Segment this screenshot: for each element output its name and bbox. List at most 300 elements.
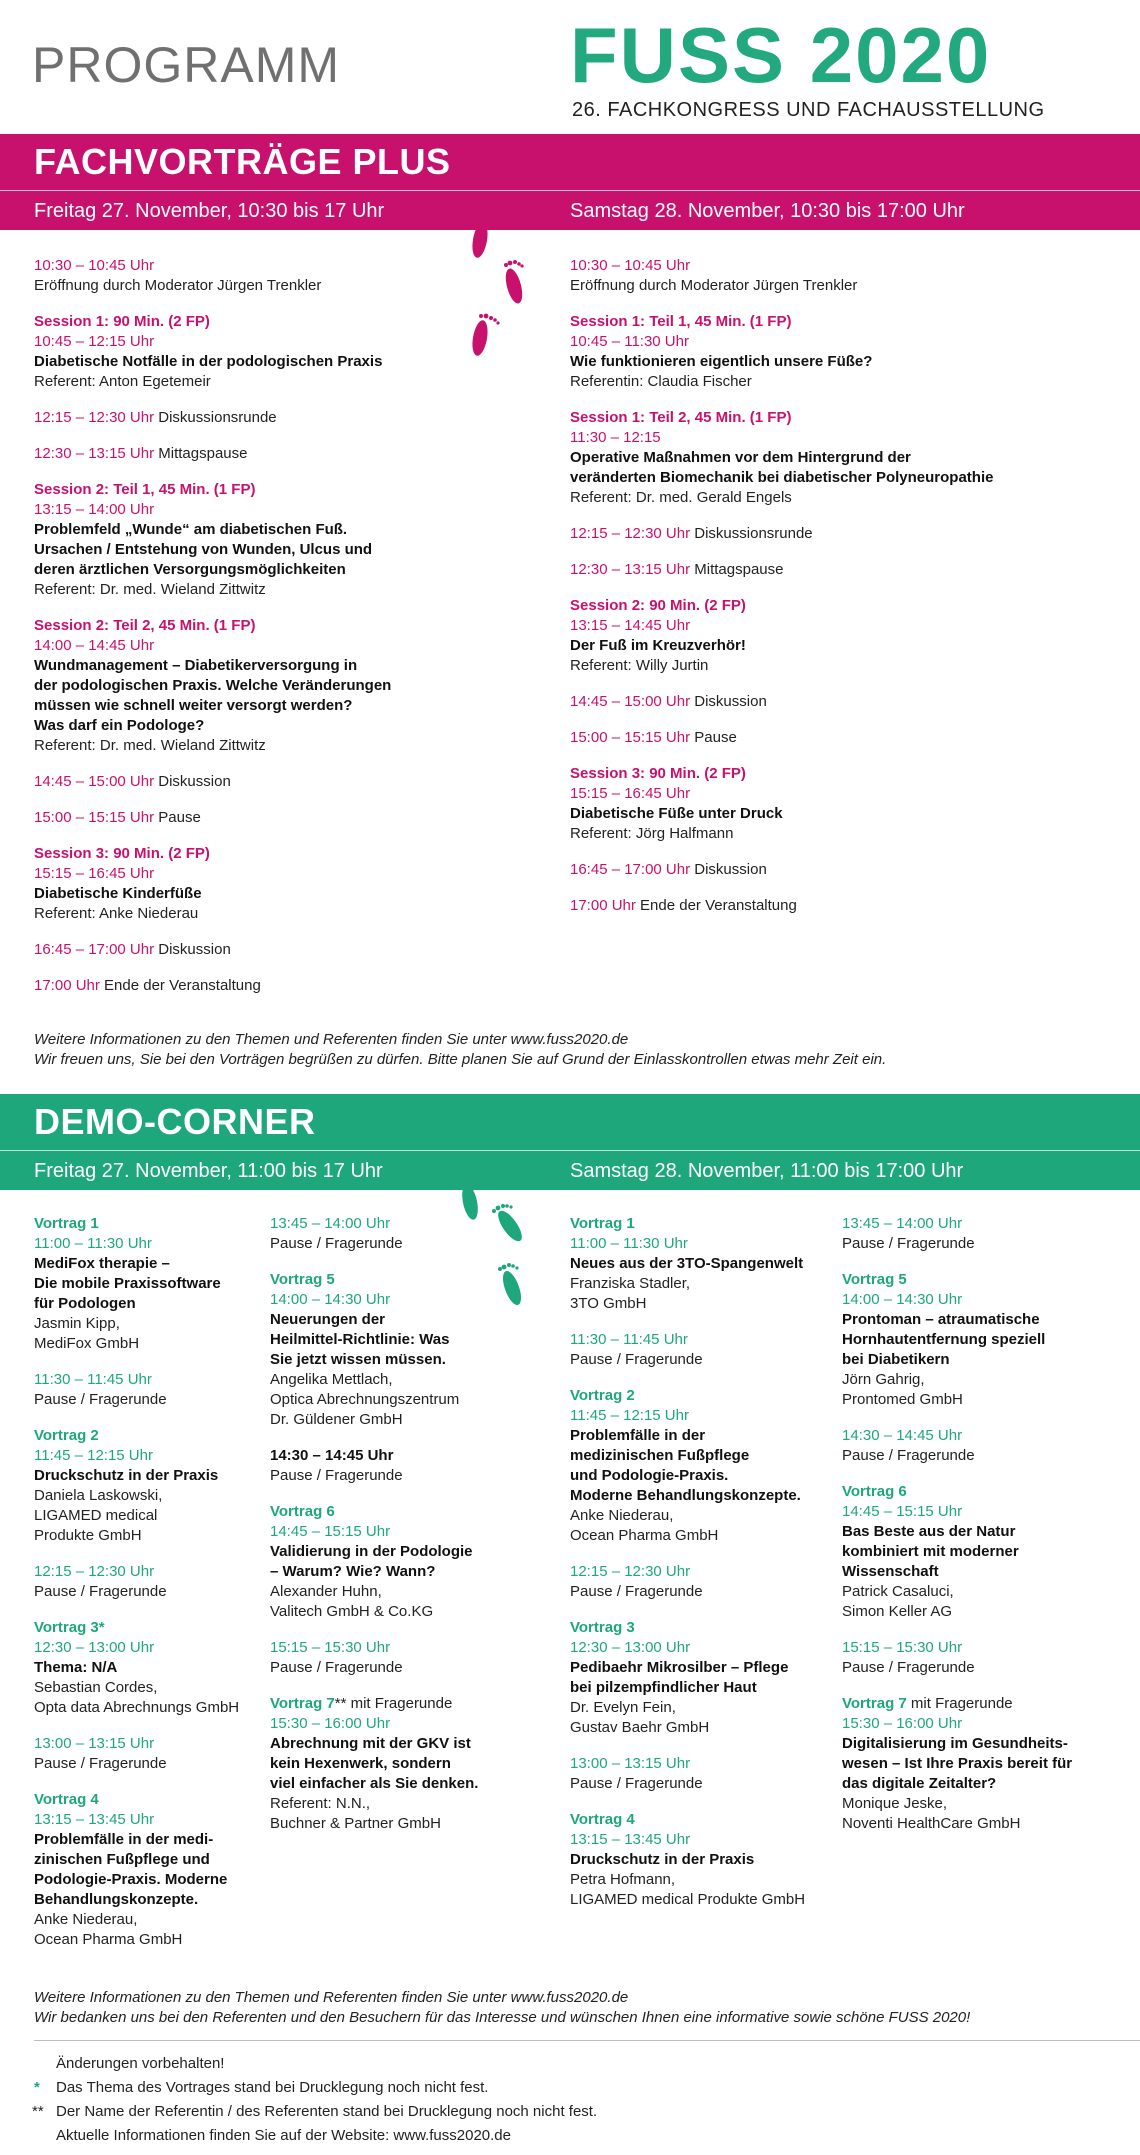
talk-description-line: Buchner & Partner GmbH [270,1815,441,1832]
talk-description-line: Anke Niederau, [570,1507,674,1524]
time-label: 12:15 – 12:30 Uhr [570,525,691,542]
talk-description-line: Opta data Abrechnungs GmbH [34,1699,240,1716]
talk-title: Diabetische Notfälle in der podologischen Praxis [34,353,383,370]
session-label [34,1214,264,1234]
time-activity: Mittagspause [158,445,248,462]
talk-description-line: Ocean Pharma GmbH [570,1527,719,1544]
demo-note [34,1988,970,2028]
talk-description-line: 3TO GmbH [570,1295,647,1312]
session-label [842,1270,1122,1290]
time-label: 11:00 – 11:30 Uhr [570,1235,688,1252]
divider [34,2040,1140,2041]
program-item [34,1618,264,1718]
demo-saturday-column-1 [570,1214,840,1926]
note-line: Weitere Informationen zu den Themen und Referenten finden Sie unter www.fuss2020.de [34,1031,629,1048]
time-label: 14:45 – 15:00 Uhr [34,773,155,790]
session-name: Vortrag 5 [842,1271,907,1288]
demo-corner-title: DEMO-CORNER [34,1101,316,1142]
fachvortraege-banner [0,134,1140,230]
talk-title-line: Prontoman – atraumatische [842,1311,1040,1328]
program-item [842,1270,1122,1410]
program-item [270,1214,560,1254]
talk-description: Pause / Fragerunde [570,1583,703,1600]
demo-friday-column-2 [270,1214,560,1850]
talk-title [570,1658,840,1698]
time-label: 12:30 – 13:00 Uhr [570,1639,691,1656]
session-label [270,1502,560,1522]
time-label: 14:45 – 15:15 Uhr [842,1503,963,1520]
program-item [570,764,1110,844]
talk-title-line: zinischen Fußpflege und [34,1851,210,1868]
footnote-website [34,2124,597,2148]
program-item [842,1694,1122,1834]
program-item [34,976,554,996]
talk-title-line: MediFox therapie – [34,1255,170,1272]
talk-description-line: Dr. Güldener GmbH [270,1411,403,1428]
session-name: Session 1: Teil 1, 45 Min. (1 FP) [570,313,792,330]
talk-description: Pause / Fragerunde [570,1775,703,1792]
note-line: Wir freuen uns, Sie bei den Vorträgen begrüßen zu dürfen. Bitte planen Sie auf Grund der Einlasskontrollen etwas mehr Zeit ein. [34,1051,887,1068]
talk-title-line: für Podologen [34,1295,136,1312]
time-row [570,896,1110,916]
talk-description [34,1910,264,1950]
talk-description-line: Produkte GmbH [34,1527,142,1544]
time-label: 14:45 – 15:15 Uhr [270,1523,391,1540]
time-label: 14:00 – 14:45 Uhr [34,637,155,654]
talk-description-line: Franziska Stadler, [570,1275,691,1292]
program-item [570,408,1110,508]
talk-description [34,1678,264,1718]
time-label: 16:45 – 17:00 Uhr [34,941,155,958]
talk-title-line: Problemfeld „Wunde“ am diabetischen Fuß. [34,521,348,538]
time-label: 13:15 – 14:00 Uhr [34,501,155,518]
talk-title: Wie funktionieren eigentlich unsere Füße? [570,353,873,370]
time-label: 12:30 – 13:15 Uhr [34,445,155,462]
time-label: 15:15 – 15:30 Uhr [842,1639,963,1656]
talk-title-line: Neuerungen der [270,1311,386,1328]
time-label: 10:45 – 12:15 Uhr [34,333,155,350]
talk-description-line: Petra Hofmann, [570,1871,676,1888]
talk-description [270,1582,560,1622]
time-label: 14:30 – 14:45 Uhr [842,1427,963,1444]
time-row [570,524,1110,544]
time-label: 15:00 – 15:15 Uhr [570,729,691,746]
talk-description: Referentin: Claudia Fischer [570,373,752,390]
time-row [34,976,554,996]
talk-description [570,1698,840,1738]
talk-title [270,1542,560,1582]
talk-title: Thema: N/A [34,1659,118,1676]
demo-saturday-column-2 [842,1214,1122,1850]
talk-title-line: und Podologie-Praxis. [570,1467,729,1484]
session-label [570,1810,840,1830]
talk-title-line: Abrechnung mit der GKV ist [270,1735,471,1752]
session-name: Vortrag 4 [34,1791,99,1808]
session-name: Session 2: Teil 1, 45 Min. (1 FP) [34,481,256,498]
event-subtitle: 26. FACHKONGRESS UND FACHAUSSTELLUNG [572,99,1045,121]
talk-description [570,1274,840,1314]
program-item [842,1638,1122,1678]
talk-title-line: kein Hexenwerk, sondern [270,1755,451,1772]
session-name: Session 1: Teil 2, 45 Min. (1 FP) [570,409,792,426]
note-line: Wir bedanken uns bei den Referenten und den Besuchern für das Interesse und wünschen Ihnen eine informative sowie schöne FUSS 2020! [34,2009,971,2026]
talk-title-line: Validierung in der Podologie [270,1543,473,1560]
talk-title-line: bei Diabetikern [842,1351,950,1368]
talk-description-line: Monique Jeske, [842,1795,948,1812]
session-label [34,616,554,636]
time-label: 14:00 – 14:30 Uhr [270,1291,391,1308]
time-label: 11:30 – 11:45 Uhr [34,1371,152,1388]
time-label: 15:00 – 15:15 Uhr [34,809,155,826]
time-row [34,444,554,464]
time-label: 15:30 – 16:00 Uhr [842,1715,963,1732]
program-item [34,444,554,464]
time-activity: Pause [694,729,737,746]
session-name: Vortrag 7 [270,1695,335,1712]
talk-title-line: viel einfacher als Sie denken. [270,1775,479,1792]
talk-description [270,1370,560,1430]
program-item [34,256,554,296]
talk-title: Druckschutz in der Praxis [34,1467,219,1484]
talk-description: Pause / Fragerunde [842,1235,975,1252]
talk-title [842,1310,1122,1370]
fachvortraege-friday-column [34,256,554,1012]
talk-title-line: Problemfälle in der medi- [34,1831,214,1848]
talk-title-line: veränderten Biomechanik bei diabetischer Polyneuropathie [570,469,994,486]
talk-title-line: Heilmittel-Richtlinie: Was [270,1331,450,1348]
session-name: Session 3: 90 Min. (2 FP) [34,845,210,862]
fachvortraege-day-headings [0,190,1140,230]
talk-title [34,1254,264,1314]
session-label [34,1426,264,1446]
talk-title-line: Sie jetzt wissen müssen. [270,1351,446,1368]
time-activity: Diskussion [694,693,767,710]
session-label [570,408,1110,428]
session-label [34,844,554,864]
session-label [34,1790,264,1810]
session-suffix: mit Fragerunde [906,1695,1013,1712]
talk-title [842,1734,1122,1794]
session-name: Vortrag 6 [270,1503,335,1520]
program-item [34,480,554,600]
session-label [570,1618,840,1638]
time-label: 13:45 – 14:00 Uhr [842,1215,963,1232]
time-activity: Diskussionsrunde [694,525,813,542]
fachvortraege-friday-heading: Freitag 27. November, 10:30 bis 17 Uhr [34,200,385,222]
time-label: 10:45 – 11:30 Uhr [570,333,689,350]
program-item [570,1330,840,1370]
talk-title-line: – Warum? Wie? Wann? [270,1563,436,1580]
talk-title: Neues aus der 3TO-Spangenwelt [570,1255,804,1272]
program-item [34,1426,264,1546]
time-activity: Diskussion [158,941,231,958]
talk-title-line: bei pilzempfindlicher Haut [570,1679,757,1696]
time-label: 15:30 – 16:00 Uhr [270,1715,391,1732]
program-item [34,940,554,960]
session-name: Session 2: 90 Min. (2 FP) [570,597,746,614]
time-activity: Diskussionsrunde [158,409,277,426]
session-label [570,764,1110,784]
footnote-changes [34,2052,597,2076]
talk-title-line: wesen – Ist Ihre Praxis bereit für [842,1755,1073,1772]
time-label: 11:00 – 11:30 Uhr [34,1235,152,1252]
talk-description [34,1486,264,1546]
talk-description: Eröffnung durch Moderator Jürgen Trenkler [570,277,858,294]
session-name: Vortrag 3 [570,1619,635,1636]
talk-description: Pause / Fragerunde [270,1659,403,1676]
footnotes [34,2052,597,2148]
program-item [570,860,1110,880]
time-label: 16:45 – 17:00 Uhr [570,861,691,878]
session-label [570,596,1110,616]
time-activity: Diskussion [694,861,767,878]
talk-description-line: Angelika Mettlach, [270,1371,393,1388]
session-label [34,312,554,332]
talk-title: 14:30 – 14:45 Uhr [270,1447,394,1464]
talk-description: Pause / Fragerunde [34,1583,167,1600]
talk-title: Diabetische Füße unter Druck [570,805,783,822]
talk-description: Referent: Willy Jurtin [570,657,709,674]
program-item [34,1370,264,1410]
talk-title-line: Moderne Behandlungskonzepte. [570,1487,801,1504]
talk-description: Eröffnung durch Moderator Jürgen Trenkler [34,277,322,294]
program-item [270,1694,560,1834]
talk-description-line: Valitech GmbH & Co.KG [270,1603,434,1620]
session-label [570,1386,840,1406]
fachvortraege-saturday-column [570,256,1110,932]
time-label: 13:00 – 13:15 Uhr [570,1755,691,1772]
program-item [34,1790,264,1950]
talk-title-line: Problemfälle in der [570,1427,706,1444]
talk-title-line: Wundmanagement – Diabetikerversorgung in [34,657,358,674]
time-activity: Pause [158,809,201,826]
talk-description: Referent: Dr. med. Wieland Zittwitz [34,737,266,754]
talk-title: Der Fuß im Kreuzverhör! [570,637,746,654]
time-label: 13:15 – 13:45 Uhr [34,1811,155,1828]
program-item [270,1270,560,1430]
time-activity: Ende der Veranstaltung [640,897,797,914]
program-item [570,1810,840,1910]
talk-description: Pause / Fragerunde [842,1659,975,1676]
session-name: Session 3: 90 Min. (2 FP) [570,765,746,782]
talk-title-line: müssen wie schnell weiter versorgt werden? [34,697,353,714]
program-item [34,408,554,428]
talk-description [842,1370,1122,1410]
time-row [34,408,554,428]
footnote-text: Aktuelle Informationen finden Sie auf der Website: www.fuss2020.de [56,2127,511,2144]
talk-description: Pause / Fragerunde [34,1391,167,1408]
talk-description [570,1506,840,1546]
talk-title-line: Digitalisierung im Gesundheits- [842,1735,1068,1752]
program-item [570,312,1110,392]
program-item [842,1482,1122,1622]
demo-friday-heading: Freitag 27. November, 11:00 bis 17 Uhr [34,1160,383,1182]
program-item [270,1638,560,1678]
program-item [270,1446,560,1486]
footnote-text: Änderungen vorbehalten! [56,2055,225,2072]
program-item [34,1214,264,1354]
talk-title-line: Operative Maßnahmen vor dem Hintergrund der [570,449,911,466]
talk-description-line: Patrick Casaluci, [842,1583,954,1600]
program-item [570,1618,840,1738]
talk-description [570,1870,840,1910]
talk-title-line: Hornhautentfernung speziell [842,1331,1046,1348]
session-name: Vortrag 1 [34,1215,99,1232]
time-row [570,560,1110,580]
talk-title [270,1310,560,1370]
talk-description-line: Simon Keller AG [842,1603,953,1620]
talk-title-line: das digitale Zeitalter? [842,1775,997,1792]
program-item [570,1386,840,1546]
session-label [842,1482,1122,1502]
talk-description [842,1794,1122,1834]
talk-title-line: Podologie-Praxis. Moderne [34,1871,228,1888]
talk-description: Referent: Anke Niederau [34,905,199,922]
session-name: Vortrag 7 [842,1695,907,1712]
talk-description [270,1794,560,1834]
time-label: 12:15 – 12:30 Uhr [570,1563,691,1580]
session-label [842,1694,1122,1714]
talk-title-line: Was darf ein Podologe? [34,717,205,734]
talk-title-line: kombiniert mit moderner [842,1543,1019,1560]
program-item [570,1562,840,1602]
talk-description-line: Gustav Baehr GmbH [570,1719,710,1736]
time-label: 14:45 – 15:00 Uhr [570,693,691,710]
time-row [570,728,1110,748]
program-item [34,312,554,392]
talk-description-line: Sebastian Cordes, [34,1679,158,1696]
time-label: 11:30 – 11:45 Uhr [570,1331,688,1348]
program-item [34,1734,264,1774]
talk-description-line: Alexander Huhn, [270,1583,382,1600]
time-label: 13:45 – 14:00 Uhr [270,1215,391,1232]
footnote-double-star-mark: ** [32,2103,44,2120]
time-row [570,692,1110,712]
talk-description-line: Anke Niederau, [34,1911,138,1928]
talk-description: Pause / Fragerunde [270,1467,403,1484]
talk-description [34,1314,264,1354]
footnote-text: Das Thema des Vortrages stand bei Drucklegung noch nicht fest. [56,2079,489,2096]
session-suffix: ** mit Fragerunde [334,1695,453,1712]
talk-title [570,448,1110,488]
talk-title [34,1830,264,1910]
time-label: 15:15 – 16:45 Uhr [34,865,155,882]
session-name: Session 1: 90 Min. (2 FP) [34,313,210,330]
session-label [270,1694,560,1714]
session-name: Vortrag 2 [34,1427,99,1444]
page-header [0,0,1140,130]
programm-label: PROGRAMM [32,37,340,93]
time-label: 17:00 Uhr [570,897,636,914]
program-item [34,1562,264,1602]
talk-description: Pause / Fragerunde [270,1235,403,1252]
fachvortraege-saturday-heading: Samstag 28. November, 10:30 bis 17:00 Uhr [570,200,965,222]
time-row [34,772,554,792]
talk-title [842,1522,1122,1582]
program-item [34,844,554,924]
session-name: Vortrag 3* [34,1619,105,1636]
talk-description-line: LIGAMED medical Produkte GmbH [570,1891,806,1908]
talk-title-line: Die mobile Praxissoftware [34,1275,221,1292]
talk-title-line: Pedibaehr Mikrosilber – Pflege [570,1659,789,1676]
time-activity: Mittagspause [694,561,784,578]
talk-description-line: Referent: N.N., [270,1795,371,1812]
talk-description: Referent: Anton Egetemeir [34,373,211,390]
talk-description: Pause / Fragerunde [34,1755,167,1772]
program-item [570,596,1110,676]
program-item [570,728,1110,748]
time-label: 12:15 – 12:30 Uhr [34,1563,155,1580]
talk-description: Pause / Fragerunde [842,1447,975,1464]
session-label [34,480,554,500]
talk-title: Diabetische Kinderfüße [34,885,202,902]
talk-description-line: Optica Abrechnungszentrum [270,1391,460,1408]
program-item [570,256,1110,296]
session-label [270,1270,560,1290]
talk-title-line: Bas Beste aus der Natur [842,1523,1016,1540]
program-item [842,1214,1122,1254]
note-line: Weitere Informationen zu den Themen und Referenten finden Sie unter www.fuss2020.de [34,1989,629,2006]
time-row [34,808,554,828]
talk-description-line: Jörn Gahrig, [842,1371,925,1388]
program-item [34,616,554,756]
time-label: 14:00 – 14:30 Uhr [842,1291,963,1308]
talk-description: Referent: Dr. med. Wieland Zittwitz [34,581,266,598]
session-name: Vortrag 4 [570,1811,635,1828]
program-item [34,772,554,792]
session-name: Vortrag 6 [842,1483,907,1500]
time-row [34,940,554,960]
talk-description: Referent: Dr. med. Gerald Engels [570,489,792,506]
time-label: 11:30 – 12:15 [570,429,661,446]
fachvortraege-note [34,1030,886,1070]
talk-description-line: Dr. Evelyn Fein, [570,1699,676,1716]
time-label: 10:30 – 10:45 Uhr [570,257,691,274]
talk-description-line: Daniela Laskowski, [34,1487,163,1504]
footnote-double-star [34,2100,597,2124]
session-label [570,312,1110,332]
demo-corner-day-headings [0,1150,1140,1190]
time-label: 12:15 – 12:30 Uhr [34,409,155,426]
program-item [570,1214,840,1314]
event-title: FUSS 2020 [570,11,992,99]
talk-description-line: Noventi HealthCare GmbH [842,1815,1021,1832]
time-label: 11:45 – 12:15 Uhr [34,1447,153,1464]
talk-description-line: Prontomed GmbH [842,1391,963,1408]
talk-description-line: Ocean Pharma GmbH [34,1931,183,1948]
time-label: 15:15 – 15:30 Uhr [270,1639,391,1656]
talk-description-line: LIGAMED medical [34,1507,158,1524]
time-label: 17:00 Uhr [34,977,100,994]
talk-title: Druckschutz in der Praxis [570,1851,755,1868]
time-label: 13:15 – 14:45 Uhr [570,617,691,634]
demo-corner-banner [0,1094,1140,1190]
session-name: Vortrag 1 [570,1215,635,1232]
time-label: 12:30 – 13:00 Uhr [34,1639,155,1656]
time-row [570,860,1110,880]
time-label: 15:15 – 16:45 Uhr [570,785,691,802]
program-item [570,692,1110,712]
talk-title-line: Behandlungskonzepte. [34,1891,199,1908]
talk-description-line: Jasmin Kipp, [34,1315,120,1332]
program-item [34,808,554,828]
time-activity: Diskussion [158,773,231,790]
talk-title-line: Wissenschaft [842,1563,939,1580]
time-label: 13:15 – 13:45 Uhr [570,1831,691,1848]
talk-title [270,1734,560,1794]
program-item [270,1502,560,1622]
program-item [570,524,1110,544]
